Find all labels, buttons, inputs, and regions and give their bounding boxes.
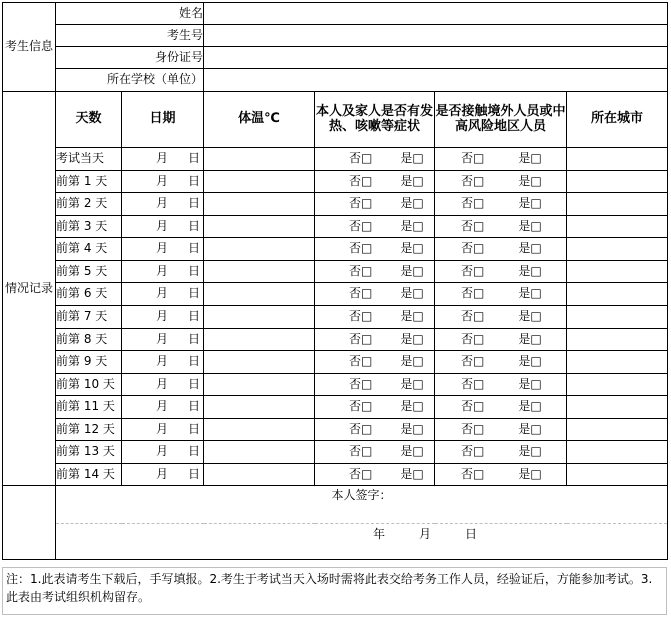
city-field[interactable] [567, 419, 668, 441]
symptoms-choice [315, 329, 435, 351]
city-field[interactable] [567, 171, 668, 193]
temperature-field[interactable] [204, 351, 315, 374]
symptoms-yes-checkbox[interactable]: 是□ [400, 173, 424, 188]
contact-no-checkbox[interactable]: 否□ [461, 151, 485, 166]
month-unit: 月 [156, 286, 169, 301]
month-unit: 月 [156, 196, 169, 211]
symptoms-yes-checkbox[interactable]: 是□ [400, 286, 424, 301]
record-section-label: 情况记录 [3, 92, 56, 486]
symptoms-no-checkbox[interactable]: 否□ [349, 286, 373, 301]
symptoms-no-checkbox[interactable]: 否□ [349, 376, 373, 391]
month-unit: 月 [156, 309, 169, 324]
contact-choice [435, 283, 567, 306]
day-unit: 日 [188, 241, 201, 256]
date-field[interactable] [122, 148, 204, 171]
contact-choice [435, 396, 567, 419]
temperature-field[interactable] [204, 464, 315, 486]
date-field[interactable] [122, 396, 204, 419]
city-field[interactable] [567, 351, 668, 374]
contact-yes-checkbox[interactable]: 是□ [518, 286, 542, 301]
date-field[interactable] [122, 419, 204, 441]
symptoms-choice [315, 193, 435, 216]
month-unit: 月 [156, 444, 169, 459]
date-field[interactable] [122, 216, 204, 238]
contact-yes-checkbox[interactable]: 是□ [518, 263, 542, 278]
contact-no-checkbox[interactable]: 否□ [461, 263, 485, 278]
symptoms-yes-checkbox[interactable]: 是□ [400, 196, 424, 211]
contact-yes-checkbox[interactable]: 是□ [518, 173, 542, 188]
contact-no-checkbox[interactable]: 否□ [461, 354, 485, 369]
day-unit: 日 [188, 331, 201, 346]
symptoms-choice [315, 171, 435, 193]
signature-date-field[interactable] [56, 524, 668, 560]
city-field[interactable] [567, 306, 668, 329]
date-field[interactable] [122, 351, 204, 374]
date-field[interactable] [122, 193, 204, 216]
day-unit: 日 [188, 421, 201, 436]
temperature-field[interactable] [204, 419, 315, 441]
contact-yes-checkbox[interactable]: 是□ [518, 196, 542, 211]
day-unit: 日 [188, 196, 201, 211]
month-unit: 月 [156, 241, 169, 256]
record-row [3, 306, 668, 329]
symptoms-choice [315, 374, 435, 396]
day-label: 前第 12 天 [56, 419, 122, 441]
symptoms-yes-checkbox[interactable]: 是□ [400, 263, 424, 278]
symptoms-yes-checkbox[interactable]: 是□ [400, 218, 424, 233]
health-declaration-form [2, 2, 668, 560]
contact-yes-checkbox[interactable]: 是□ [518, 421, 542, 436]
day-unit: 日 [188, 399, 201, 414]
symptoms-choice [315, 396, 435, 419]
symptoms-choice [315, 351, 435, 374]
record-row [3, 374, 668, 396]
day-label: 前第 3 天 [56, 216, 122, 238]
temperature-field[interactable] [204, 193, 315, 216]
day-unit: 日 [188, 263, 201, 278]
city-field[interactable] [567, 283, 668, 306]
symptoms-yes-checkbox[interactable]: 是□ [400, 421, 424, 436]
signature-date [373, 528, 477, 542]
day-label: 前第 6 天 [56, 283, 122, 306]
contact-yes-checkbox[interactable]: 是□ [518, 466, 542, 481]
contact-no-checkbox[interactable]: 否□ [461, 241, 485, 256]
contact-no-checkbox[interactable]: 否□ [461, 309, 485, 324]
contact-choice [435, 193, 567, 216]
record-row [3, 419, 668, 441]
candidate-info-section-label: 考生信息 [3, 3, 56, 92]
symptoms-choice [315, 283, 435, 306]
month-unit: 月 [156, 218, 169, 233]
contact-yes-checkbox[interactable]: 是□ [518, 218, 542, 233]
info-label-exam-number: 考生号 [56, 25, 204, 47]
month-unit: 月 [156, 173, 169, 188]
symptoms-yes-checkbox[interactable]: 是□ [400, 376, 424, 391]
contact-yes-checkbox[interactable]: 是□ [518, 309, 542, 324]
column-header-date: 日期 [122, 92, 204, 148]
symptoms-no-checkbox[interactable]: 否□ [349, 151, 373, 166]
temperature-field[interactable] [204, 216, 315, 238]
day-unit: 日 [188, 444, 201, 459]
month-unit: 月 [156, 263, 169, 278]
city-field[interactable] [567, 216, 668, 238]
signature-label: 本人签字： [331, 488, 392, 502]
column-header-temperature: 体温℃ [204, 92, 315, 148]
day-label: 前第 2 天 [56, 193, 122, 216]
city-field[interactable] [567, 148, 668, 171]
contact-choice [435, 441, 567, 464]
contact-no-checkbox[interactable]: 否□ [461, 331, 485, 346]
contact-no-checkbox[interactable]: 否□ [461, 466, 485, 481]
contact-choice [435, 464, 567, 486]
symptoms-choice [315, 464, 435, 486]
temperature-field[interactable] [204, 329, 315, 351]
contact-yes-checkbox[interactable]: 是□ [518, 151, 542, 166]
date-field[interactable] [122, 283, 204, 306]
info-label-id-number: 身份证号 [56, 47, 204, 69]
month-unit: 月 [156, 376, 169, 391]
symptoms-no-checkbox[interactable]: 否□ [349, 421, 373, 436]
info-label-name: 姓名 [56, 3, 204, 25]
signature-month-unit: 月 [419, 527, 432, 541]
info-label-school: 所在学校（单位） [56, 69, 204, 92]
contact-no-checkbox[interactable]: 否□ [461, 173, 485, 188]
contact-choice [435, 171, 567, 193]
day-label: 前第 1 天 [56, 171, 122, 193]
symptoms-yes-checkbox[interactable]: 是□ [400, 331, 424, 346]
day-unit: 日 [188, 173, 201, 188]
symptoms-choice [315, 216, 435, 238]
month-unit: 月 [156, 399, 169, 414]
contact-no-checkbox[interactable]: 否□ [461, 399, 485, 414]
symptoms-yes-checkbox[interactable]: 是□ [400, 444, 424, 459]
name-input[interactable] [204, 3, 668, 25]
date-field[interactable] [122, 441, 204, 464]
contact-choice [435, 329, 567, 351]
contact-choice [435, 374, 567, 396]
symptoms-choice [315, 419, 435, 441]
contact-choice [435, 238, 567, 261]
temperature-field[interactable] [204, 441, 315, 464]
temperature-field[interactable] [204, 238, 315, 261]
record-row [3, 351, 668, 374]
contact-choice [435, 306, 567, 329]
signature-section-blank [3, 486, 56, 560]
symptoms-no-checkbox[interactable]: 否□ [349, 444, 373, 459]
city-field[interactable] [567, 441, 668, 464]
month-unit: 月 [156, 466, 169, 481]
month-unit: 月 [156, 331, 169, 346]
symptoms-choice [315, 238, 435, 261]
day-unit: 日 [188, 376, 201, 391]
record-row [3, 148, 668, 171]
month-unit: 月 [156, 354, 169, 369]
symptoms-yes-checkbox[interactable]: 是□ [400, 354, 424, 369]
symptoms-yes-checkbox[interactable]: 是□ [400, 241, 424, 256]
day-label: 前第 8 天 [56, 329, 122, 351]
column-header-contact: 是否接触境外人员或中高风险地区人员 [435, 92, 567, 148]
symptoms-yes-checkbox[interactable]: 是□ [400, 399, 424, 414]
symptoms-no-checkbox[interactable]: 否□ [349, 466, 373, 481]
contact-no-checkbox[interactable]: 否□ [461, 196, 485, 211]
contact-no-checkbox[interactable]: 否□ [461, 218, 485, 233]
day-unit: 日 [188, 354, 201, 369]
city-field[interactable] [567, 396, 668, 419]
record-row [3, 464, 668, 486]
contact-choice [435, 351, 567, 374]
column-header-city: 所在城市 [567, 92, 668, 148]
temperature-field[interactable] [204, 261, 315, 283]
exam-number-input[interactable] [204, 25, 668, 47]
date-field[interactable] [122, 238, 204, 261]
symptoms-yes-checkbox[interactable]: 是□ [400, 466, 424, 481]
signature-year-unit: 年 [373, 527, 386, 541]
symptoms-no-checkbox[interactable]: 否□ [349, 399, 373, 414]
contact-no-checkbox[interactable]: 否□ [461, 421, 485, 436]
record-row [3, 193, 668, 216]
column-header-symptoms: 本人及家人是否有发热、咳嗽等症状 [315, 92, 435, 148]
record-row [3, 238, 668, 261]
city-field[interactable] [567, 464, 668, 486]
day-label: 前第 10 天 [56, 374, 122, 396]
contact-yes-checkbox[interactable]: 是□ [518, 241, 542, 256]
day-label: 前第 13 天 [56, 441, 122, 464]
city-field[interactable] [567, 193, 668, 216]
symptoms-choice [315, 148, 435, 171]
day-label: 前第 14 天 [56, 464, 122, 486]
symptoms-yes-checkbox[interactable]: 是□ [400, 151, 424, 166]
signature-field[interactable] [56, 486, 668, 541]
date-field[interactable] [122, 329, 204, 351]
city-field[interactable] [567, 329, 668, 351]
symptoms-no-checkbox[interactable]: 否□ [349, 196, 373, 211]
date-field[interactable] [122, 464, 204, 486]
record-row [3, 216, 668, 238]
record-row [3, 283, 668, 306]
day-label: 前第 9 天 [56, 351, 122, 374]
symptoms-choice [315, 261, 435, 283]
record-row [3, 441, 668, 464]
footnote: 注：1.此表请考生下载后，手写填报。2.考生于考试当天入场时需将此表交给考务工作人员，经验证后，方能参加考试。3.此表由考试组织机构留存。 [2, 567, 667, 615]
contact-yes-checkbox[interactable]: 是□ [518, 444, 542, 459]
symptoms-no-checkbox[interactable]: 否□ [349, 331, 373, 346]
day-label: 前第 7 天 [56, 306, 122, 329]
day-unit: 日 [188, 151, 201, 166]
day-unit: 日 [188, 218, 201, 233]
contact-choice [435, 216, 567, 238]
symptoms-no-checkbox[interactable]: 否□ [349, 263, 373, 278]
day-unit: 日 [188, 286, 201, 301]
record-row [3, 396, 668, 419]
record-row [3, 171, 668, 193]
day-label: 前第 5 天 [56, 261, 122, 283]
day-label: 前第 4 天 [56, 238, 122, 261]
day-label: 考试当天 [56, 148, 122, 171]
symptoms-no-checkbox[interactable]: 否□ [349, 173, 373, 188]
day-unit: 日 [188, 309, 201, 324]
column-header-days: 天数 [56, 92, 122, 148]
symptoms-yes-checkbox[interactable]: 是□ [400, 309, 424, 324]
city-field[interactable] [567, 374, 668, 396]
temperature-field[interactable] [204, 396, 315, 419]
contact-choice [435, 419, 567, 441]
record-row [3, 329, 668, 351]
contact-yes-checkbox[interactable]: 是□ [518, 376, 542, 391]
temperature-field[interactable] [204, 171, 315, 193]
date-field[interactable] [122, 171, 204, 193]
contact-choice [435, 261, 567, 283]
contact-choice [435, 148, 567, 171]
temperature-field[interactable] [204, 148, 315, 171]
symptoms-no-checkbox[interactable]: 否□ [349, 241, 373, 256]
school-input[interactable] [204, 69, 668, 92]
city-field[interactable] [567, 238, 668, 261]
symptoms-choice [315, 306, 435, 329]
contact-no-checkbox[interactable]: 否□ [461, 286, 485, 301]
symptoms-no-checkbox[interactable]: 否□ [349, 309, 373, 324]
date-field[interactable] [122, 261, 204, 283]
contact-yes-checkbox[interactable]: 是□ [518, 399, 542, 414]
temperature-field[interactable] [204, 283, 315, 306]
temperature-field[interactable] [204, 306, 315, 329]
signature-day-unit: 日 [465, 527, 478, 541]
record-row [3, 261, 668, 283]
month-unit: 月 [156, 151, 169, 166]
day-unit: 日 [188, 466, 201, 481]
symptoms-choice [315, 441, 435, 464]
contact-yes-checkbox[interactable]: 是□ [518, 354, 542, 369]
contact-yes-checkbox[interactable]: 是□ [518, 331, 542, 346]
id-number-input[interactable] [204, 47, 668, 69]
date-field[interactable] [122, 374, 204, 396]
temperature-field[interactable] [204, 374, 315, 396]
symptoms-no-checkbox[interactable]: 否□ [349, 354, 373, 369]
symptoms-no-checkbox[interactable]: 否□ [349, 218, 373, 233]
day-label: 前第 11 天 [56, 396, 122, 419]
contact-no-checkbox[interactable]: 否□ [461, 376, 485, 391]
city-field[interactable] [567, 261, 668, 283]
date-field[interactable] [122, 306, 204, 329]
contact-no-checkbox[interactable]: 否□ [461, 444, 485, 459]
month-unit: 月 [156, 421, 169, 436]
